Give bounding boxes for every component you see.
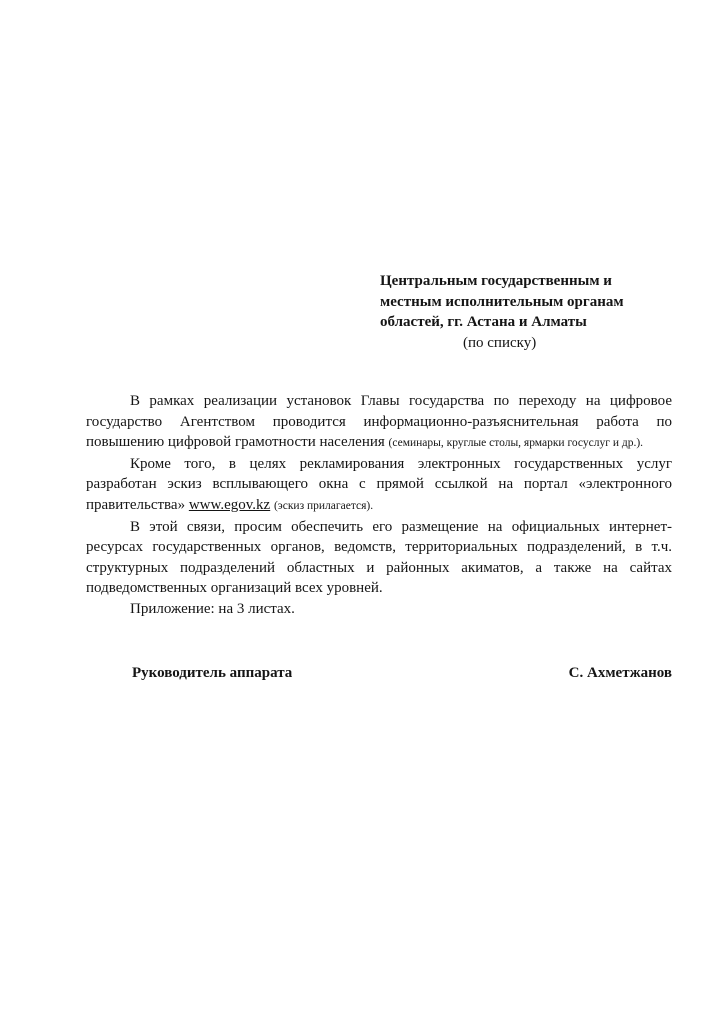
addressee-line-3: областей, гг. Астана и Алматы bbox=[380, 314, 587, 330]
paragraph-3 bbox=[86, 517, 672, 599]
paragraph-2 bbox=[86, 454, 672, 517]
appendix-line: Приложение: на 3 листах. bbox=[130, 600, 295, 617]
letter-body bbox=[86, 391, 672, 620]
addressee-line-1: Центральным государственным и bbox=[380, 273, 612, 289]
signature-block bbox=[132, 665, 672, 682]
addressee-line-2: местным исполнительным органам bbox=[380, 293, 624, 310]
addressee-note: (по списку) bbox=[463, 334, 537, 351]
paragraph-1 bbox=[86, 391, 672, 454]
signature-position: Руководитель аппарата bbox=[132, 665, 293, 681]
paragraph-3-text: В этой связи, просим обеспечить его размещение на официальных интернет-ресурсах государственных органов, ведомств, территориальных подразделений, в т.ч. структурных подразделений областных и районных акиматов, а также на сайтах подведомственных организаций всех уровней. bbox=[86, 518, 672, 597]
paragraph-2-note: (эскиз прилагается). bbox=[273, 499, 374, 512]
paragraph-1-text: В рамках реализации установок Главы государства по переходу на цифровое государство Агентством проводится информационно-разъяснительная работа по повышению цифровой грамотности населения bbox=[86, 393, 672, 451]
addressee-block bbox=[380, 271, 670, 353]
paragraph-2-text: Кроме того, в целях рекламирования электронных государственных услуг разработан эскиз всплывающего окна с прямой ссылкой на портал «электронного правительства» bbox=[86, 455, 672, 513]
signature-name: С. Ахметжанов bbox=[568, 665, 672, 681]
paragraph-1-note: (семинары, круглые столы, ярмарки госуслуг и др.). bbox=[388, 437, 644, 450]
egov-link[interactable]: www.egov.kz bbox=[188, 496, 271, 513]
